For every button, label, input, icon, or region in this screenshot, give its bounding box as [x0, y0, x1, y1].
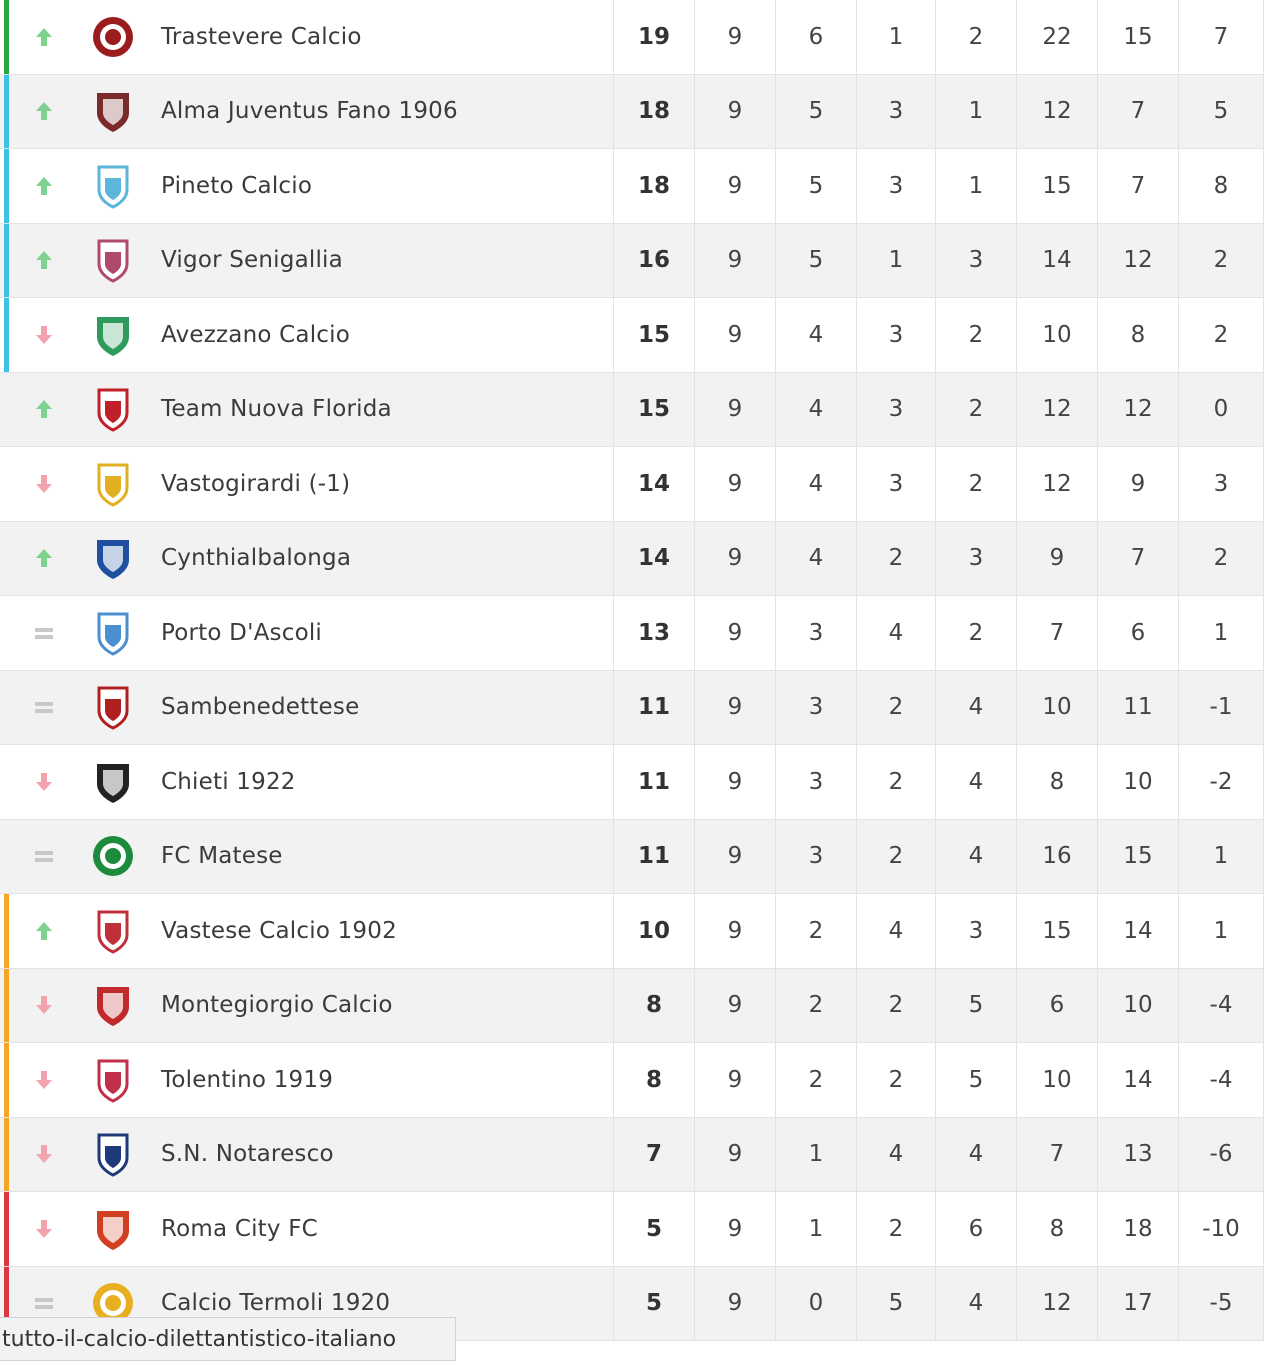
zone-indicator [4, 298, 9, 372]
arrow-down-icon [30, 745, 58, 819]
played-cell: 9 [694, 75, 775, 149]
points-cell: 14 [613, 522, 694, 596]
goals-against-cell: 15 [1097, 0, 1178, 74]
table-row[interactable] [0, 820, 1264, 895]
equal-icon [30, 671, 58, 745]
draws-cell: 2 [856, 820, 935, 894]
points-cell: 5 [613, 1267, 694, 1341]
table-row[interactable] [0, 1118, 1264, 1193]
losses-cell: 2 [935, 447, 1016, 521]
played-cell: 9 [694, 1267, 775, 1341]
played-cell: 9 [694, 1118, 775, 1192]
draws-cell: 2 [856, 745, 935, 819]
played-cell: 9 [694, 1043, 775, 1117]
goals-for-cell: 12 [1016, 373, 1097, 447]
table-row[interactable] [0, 969, 1264, 1044]
losses-cell: 4 [935, 820, 1016, 894]
goals-against-cell: 14 [1097, 894, 1178, 968]
zone-indicator [4, 149, 9, 223]
draws-cell: 2 [856, 522, 935, 596]
team-name[interactable]: Tolentino 1919 [161, 1066, 334, 1093]
table-row[interactable] [0, 745, 1264, 820]
zone-indicator [4, 969, 9, 1043]
team-name[interactable]: Pineto Calcio [161, 172, 313, 199]
table-row[interactable] [0, 1192, 1264, 1267]
wins-cell: 5 [775, 224, 856, 298]
goals-against-cell: 6 [1097, 596, 1178, 670]
draws-cell: 2 [856, 1192, 935, 1266]
team-name[interactable]: Avezzano Calcio [161, 321, 350, 348]
table-row[interactable] [0, 447, 1264, 522]
losses-cell: 6 [935, 1192, 1016, 1266]
arrow-down-icon [30, 1192, 58, 1266]
table-row[interactable] [0, 894, 1264, 969]
goals-against-cell: 10 [1097, 745, 1178, 819]
goals-against-cell: 18 [1097, 1192, 1178, 1266]
draws-cell: 3 [856, 149, 935, 223]
team-name[interactable]: Team Nuova Florida [161, 396, 392, 423]
team-name[interactable]: FC Matese [161, 843, 283, 870]
goals-against-cell: 13 [1097, 1118, 1178, 1192]
draws-cell: 1 [856, 224, 935, 298]
goals-for-cell: 6 [1016, 969, 1097, 1043]
wins-cell: 2 [775, 894, 856, 968]
montegiorgio-logo-icon [88, 969, 138, 1043]
goal-diff-cell: -1 [1178, 671, 1264, 745]
losses-cell: 4 [935, 745, 1016, 819]
wins-cell: 3 [775, 745, 856, 819]
losses-cell: 2 [935, 0, 1016, 74]
goals-against-cell: 7 [1097, 75, 1178, 149]
wins-cell: 1 [775, 1118, 856, 1192]
points-cell: 10 [613, 894, 694, 968]
goal-diff-cell: -4 [1178, 1043, 1264, 1117]
draws-cell: 3 [856, 447, 935, 521]
points-cell: 13 [613, 596, 694, 670]
equal-icon [30, 596, 58, 670]
wins-cell: 3 [775, 671, 856, 745]
arrow-down-icon [30, 1043, 58, 1117]
points-cell: 7 [613, 1118, 694, 1192]
losses-cell: 2 [935, 373, 1016, 447]
losses-cell: 4 [935, 1118, 1016, 1192]
goals-against-cell: 12 [1097, 224, 1178, 298]
wins-cell: 5 [775, 149, 856, 223]
goal-diff-cell: 2 [1178, 298, 1264, 372]
arrow-up-icon [30, 75, 58, 149]
goals-for-cell: 16 [1016, 820, 1097, 894]
wins-cell: 6 [775, 0, 856, 74]
draws-cell: 2 [856, 671, 935, 745]
losses-cell: 4 [935, 1267, 1016, 1341]
goal-diff-cell: 1 [1178, 820, 1264, 894]
played-cell: 9 [694, 745, 775, 819]
draws-cell: 2 [856, 969, 935, 1043]
played-cell: 9 [694, 596, 775, 670]
goal-diff-cell: 7 [1178, 0, 1264, 74]
draws-cell: 3 [856, 298, 935, 372]
goals-against-cell: 8 [1097, 298, 1178, 372]
vastogirardi-logo-icon [88, 447, 138, 521]
arrow-up-icon [30, 0, 58, 74]
zone-indicator [4, 0, 9, 74]
arrow-down-icon [30, 447, 58, 521]
goals-for-cell: 7 [1016, 1118, 1097, 1192]
goal-diff-cell: -4 [1178, 969, 1264, 1043]
wins-cell: 4 [775, 522, 856, 596]
losses-cell: 1 [935, 75, 1016, 149]
points-cell: 8 [613, 1043, 694, 1117]
points-cell: 19 [613, 0, 694, 74]
points-cell: 18 [613, 75, 694, 149]
goals-for-cell: 10 [1016, 298, 1097, 372]
goals-for-cell: 10 [1016, 671, 1097, 745]
team-name[interactable]: Roma City FC [161, 1215, 318, 1242]
arrow-down-icon [30, 298, 58, 372]
goals-for-cell: 14 [1016, 224, 1097, 298]
losses-cell: 3 [935, 224, 1016, 298]
goals-for-cell: 7 [1016, 596, 1097, 670]
points-cell: 15 [613, 298, 694, 372]
zone-indicator [4, 1192, 9, 1266]
goal-diff-cell: -2 [1178, 745, 1264, 819]
goal-diff-cell: -10 [1178, 1192, 1264, 1266]
goals-for-cell: 10 [1016, 1043, 1097, 1117]
zone-indicator [4, 1118, 9, 1192]
goals-against-cell: 14 [1097, 1043, 1178, 1117]
points-cell: 18 [613, 149, 694, 223]
losses-cell: 4 [935, 671, 1016, 745]
zone-indicator [4, 75, 9, 149]
goal-diff-cell: -6 [1178, 1118, 1264, 1192]
losses-cell: 3 [935, 894, 1016, 968]
status-bar-area [0, 1317, 1280, 1365]
team-name[interactable]: Montegiorgio Calcio [161, 992, 393, 1019]
goals-against-cell: 15 [1097, 820, 1178, 894]
draws-cell: 4 [856, 596, 935, 670]
goals-for-cell: 8 [1016, 1192, 1097, 1266]
arrow-up-icon [30, 522, 58, 596]
draws-cell: 5 [856, 1267, 935, 1341]
wins-cell: 0 [775, 1267, 856, 1341]
zone-indicator [4, 894, 9, 968]
cynthialbalonga-logo-icon [88, 522, 138, 596]
pineto-logo-icon [88, 149, 138, 223]
table-row[interactable] [0, 373, 1264, 448]
played-cell: 9 [694, 447, 775, 521]
losses-cell: 2 [935, 596, 1016, 670]
played-cell: 9 [694, 224, 775, 298]
tolentino-logo-icon [88, 1043, 138, 1117]
matese-logo-icon [88, 820, 138, 894]
arrow-down-icon [30, 1118, 58, 1192]
equal-icon [30, 820, 58, 894]
vastese-logo-icon [88, 894, 138, 968]
team-name[interactable]: Porto D'Ascoli [161, 619, 323, 646]
goals-for-cell: 12 [1016, 447, 1097, 521]
arrow-up-icon [30, 224, 58, 298]
team-name[interactable]: Vastese Calcio 1902 [161, 917, 397, 944]
goals-against-cell: 11 [1097, 671, 1178, 745]
table-row[interactable] [0, 596, 1264, 671]
table-row[interactable] [0, 522, 1264, 597]
goals-against-cell: 10 [1097, 969, 1178, 1043]
played-cell: 9 [694, 149, 775, 223]
wins-cell: 4 [775, 373, 856, 447]
losses-cell: 2 [935, 298, 1016, 372]
wins-cell: 5 [775, 75, 856, 149]
goals-against-cell: 17 [1097, 1267, 1178, 1341]
goals-against-cell: 12 [1097, 373, 1178, 447]
goal-diff-cell: 3 [1178, 447, 1264, 521]
goal-diff-cell: 1 [1178, 894, 1264, 968]
goal-diff-cell: 8 [1178, 149, 1264, 223]
sambenedettese-logo-icon [88, 671, 138, 745]
arrow-up-icon [30, 373, 58, 447]
draws-cell: 2 [856, 1043, 935, 1117]
losses-cell: 5 [935, 1043, 1016, 1117]
team-name[interactable]: Sambenedettese [161, 694, 360, 721]
table-row[interactable] [0, 149, 1264, 224]
arrow-down-icon [30, 969, 58, 1043]
arrow-up-icon [30, 149, 58, 223]
goal-diff-cell: -5 [1178, 1267, 1264, 1341]
draws-cell: 3 [856, 75, 935, 149]
losses-cell: 1 [935, 149, 1016, 223]
team-name[interactable]: Vastogirardi (-1) [161, 470, 351, 497]
played-cell: 9 [694, 373, 775, 447]
trastevere-logo-icon [88, 0, 138, 74]
table-row[interactable] [0, 671, 1264, 746]
chieti-logo-icon [88, 745, 138, 819]
wins-cell: 4 [775, 298, 856, 372]
draws-cell: 3 [856, 373, 935, 447]
wins-cell: 2 [775, 1043, 856, 1117]
played-cell: 9 [694, 671, 775, 745]
team-name[interactable]: S.N. Notaresco [161, 1141, 334, 1168]
points-cell: 8 [613, 969, 694, 1043]
notaresco-logo-icon [88, 1118, 138, 1192]
points-cell: 11 [613, 745, 694, 819]
goals-for-cell: 15 [1016, 894, 1097, 968]
table-row[interactable] [0, 75, 1264, 150]
wins-cell: 4 [775, 447, 856, 521]
goals-for-cell: 12 [1016, 1267, 1097, 1341]
porto-dascoli-logo-icon [88, 596, 138, 670]
goals-for-cell: 15 [1016, 149, 1097, 223]
table-row[interactable] [0, 224, 1264, 299]
played-cell: 9 [694, 1192, 775, 1266]
team-name[interactable]: Chieti 1922 [161, 768, 296, 795]
goals-against-cell: 7 [1097, 149, 1178, 223]
table-row[interactable] [0, 298, 1264, 373]
fano-logo-icon [88, 75, 138, 149]
wins-cell: 1 [775, 1192, 856, 1266]
points-cell: 16 [613, 224, 694, 298]
wins-cell: 3 [775, 820, 856, 894]
goals-against-cell: 9 [1097, 447, 1178, 521]
goals-for-cell: 22 [1016, 0, 1097, 74]
goals-against-cell: 7 [1097, 522, 1178, 596]
status-bar-url: tutto-il-calcio-dilettantistico-italiano [0, 1317, 456, 1361]
goals-for-cell: 12 [1016, 75, 1097, 149]
team-name[interactable]: Trastevere Calcio [161, 23, 362, 50]
played-cell: 9 [694, 298, 775, 372]
points-cell: 11 [613, 820, 694, 894]
draws-cell: 1 [856, 0, 935, 74]
team-name[interactable]: Alma Juventus Fano 1906 [161, 98, 458, 125]
played-cell: 9 [694, 522, 775, 596]
goal-diff-cell: 2 [1178, 224, 1264, 298]
goal-diff-cell: 2 [1178, 522, 1264, 596]
zone-indicator [4, 224, 9, 298]
draws-cell: 4 [856, 894, 935, 968]
goals-for-cell: 9 [1016, 522, 1097, 596]
draws-cell: 4 [856, 1118, 935, 1192]
roma-city-logo-icon [88, 1192, 138, 1266]
table-row[interactable] [0, 1043, 1264, 1118]
goals-for-cell: 8 [1016, 745, 1097, 819]
team-name[interactable]: Vigor Senigallia [161, 247, 343, 274]
played-cell: 9 [694, 894, 775, 968]
points-cell: 15 [613, 373, 694, 447]
losses-cell: 3 [935, 522, 1016, 596]
points-cell: 5 [613, 1192, 694, 1266]
played-cell: 9 [694, 969, 775, 1043]
points-cell: 11 [613, 671, 694, 745]
goal-diff-cell: 1 [1178, 596, 1264, 670]
goal-diff-cell: 0 [1178, 373, 1264, 447]
avezzano-logo-icon [88, 298, 138, 372]
played-cell: 9 [694, 0, 775, 74]
team-name[interactable]: Cynthialbalonga [161, 545, 352, 572]
zone-indicator [4, 1043, 9, 1117]
played-cell: 9 [694, 820, 775, 894]
table-row[interactable] [0, 0, 1264, 75]
wins-cell: 2 [775, 969, 856, 1043]
goal-diff-cell: 5 [1178, 75, 1264, 149]
points-cell: 14 [613, 447, 694, 521]
arrow-up-icon [30, 894, 58, 968]
vigor-logo-icon [88, 224, 138, 298]
wins-cell: 3 [775, 596, 856, 670]
team-name[interactable]: Calcio Termoli 1920 [161, 1290, 391, 1317]
nuova-florida-logo-icon [88, 373, 138, 447]
losses-cell: 5 [935, 969, 1016, 1043]
